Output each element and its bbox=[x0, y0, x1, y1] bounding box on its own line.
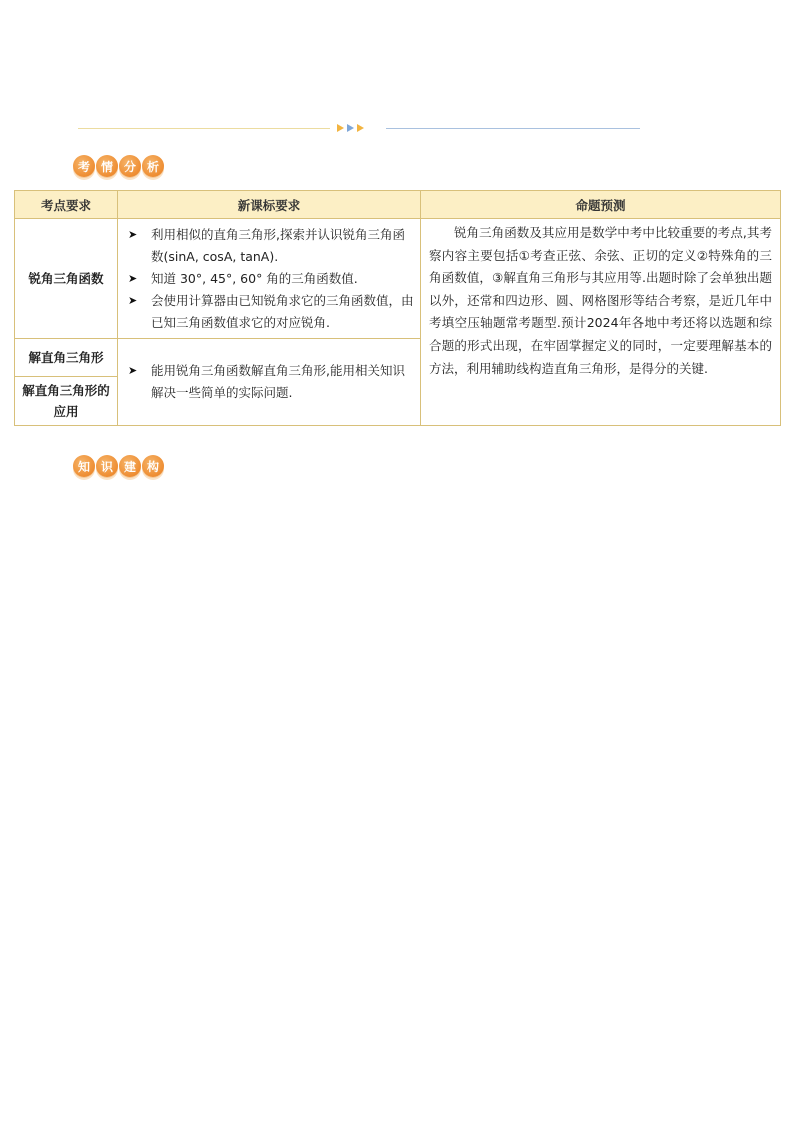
list-item bbox=[124, 290, 414, 334]
arrow-bullet-icon: ➤ bbox=[128, 364, 138, 377]
requirement-text: 能用锐角三角函数解直角三角形,能用相关知识解决一些简单的实际问题. bbox=[151, 363, 405, 400]
requirements-list bbox=[124, 224, 414, 334]
list-item bbox=[124, 268, 414, 290]
badge-char: 情 bbox=[96, 155, 118, 177]
list-item bbox=[124, 360, 414, 404]
divider-right bbox=[386, 128, 640, 129]
arrow-bullet-icon: ➤ bbox=[128, 293, 138, 307]
arrow-bullet-icon: ➤ bbox=[128, 227, 138, 241]
table-header-row bbox=[15, 191, 781, 219]
section-badge-knowledge bbox=[73, 455, 164, 477]
badge-char: 构 bbox=[142, 455, 164, 477]
badge-char: 考 bbox=[73, 155, 95, 177]
table-row bbox=[15, 219, 781, 339]
requirements-cell bbox=[118, 219, 421, 339]
section-badge-analysis bbox=[73, 155, 164, 177]
topic-cell: 解直角三角形 bbox=[15, 339, 118, 377]
requirement-text: 会使用计算器由已知锐角求它的三角函数值，由已知三角函数值求它的对应锐角. bbox=[151, 292, 414, 330]
prediction-cell: 锐角三角函数及其应用是数学中考中比较重要的考点,其考察内容主要包括①考查正弦、余弦、正切的定义②特殊角的三角函数值，③解直角三角形与其应用等.出题时除了会单独出题以外，还常和四边形、圆、网格图形等结合考察，是近几年中考填空压轴题常考题型.预计2024年各地中考还将以选题和综合题的形式出现，在牢固掌握定义的同时，一定要理解基本的方法，利用辅助线构造直角三角形，是得分的关键. bbox=[421, 219, 781, 426]
requirement-text: 知道 30°, 45°, 60° 角的三角函数值. bbox=[151, 270, 358, 286]
requirements-table bbox=[14, 190, 781, 426]
header-standard: 新课标要求 bbox=[118, 191, 421, 219]
arrows-icon bbox=[337, 123, 367, 133]
badge-char: 识 bbox=[96, 455, 118, 477]
header-prediction: 命题预测 bbox=[421, 191, 781, 219]
requirements-cell bbox=[118, 339, 421, 426]
topic-cell: 解直角三角形的应用 bbox=[15, 377, 118, 426]
badge-char: 知 bbox=[73, 455, 95, 477]
badge-char: 分 bbox=[119, 155, 141, 177]
badge-char: 析 bbox=[142, 155, 164, 177]
requirements-list bbox=[124, 360, 414, 404]
topic-cell: 锐角三角函数 bbox=[15, 219, 118, 339]
divider-left bbox=[78, 128, 330, 129]
list-item bbox=[124, 224, 414, 268]
requirement-text: 利用相似的直角三角形,探索并认识锐角三角函数(sinA, cosA, tanA). bbox=[151, 226, 405, 264]
header-topic: 考点要求 bbox=[15, 191, 118, 219]
arrow-bullet-icon: ➤ bbox=[128, 271, 138, 285]
badge-char: 建 bbox=[119, 455, 141, 477]
